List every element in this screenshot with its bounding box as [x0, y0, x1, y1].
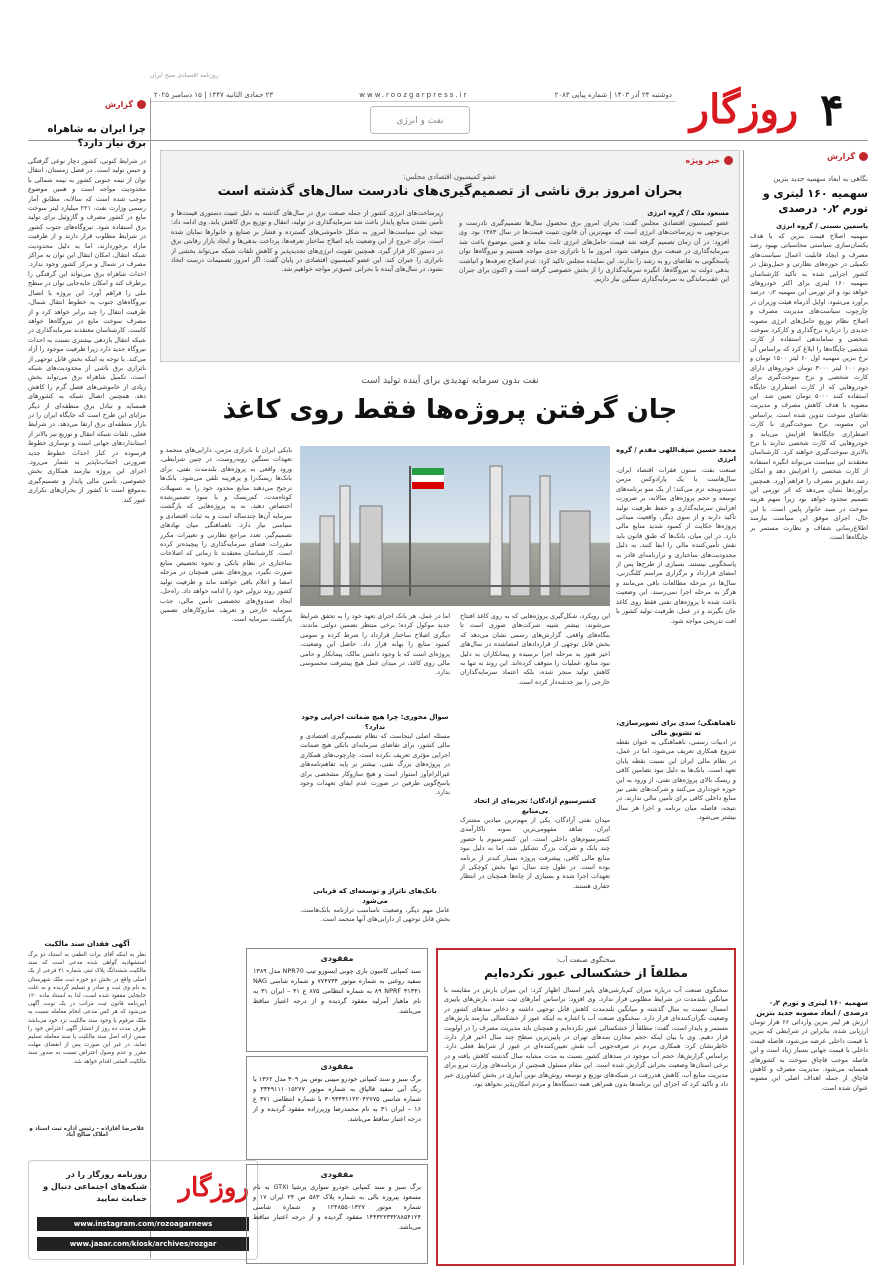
notice-box [28, 940, 146, 1140]
main-col-1b-text: در ادبیات رسمی، ناهماهنگی به عنوان نقطه شروع همکاری تعریف می‌شود، اما در عمل، در نظام مالی ایران این نسبت نقطه پایان تعهد است. بانک‌ها به دلیل نبود تضامین کافی و ریسک بالای پروژه‌های نفتی، از ورود به این حوزه خودداری می‌کنند و شرکت‌های نفتی نیز منابع داخلی کافی برای تأمین مالی ندارند. در نتیجه، فاصله میان برنامه و اجرا هر سال بیشتر می‌شود. [616, 738, 736, 822]
main-col-1 [616, 446, 736, 876]
instagram-link[interactable]: www.instagram.com/rozoagarnews [37, 1217, 249, 1231]
lost-docs [246, 948, 428, 1268]
main-sub-3: سوال محوری: چرا هیچ ضمانت اجرایی وجود ندارد؟ [301, 713, 449, 731]
parliament-box [160, 150, 740, 362]
date-fa: دوشنبه ۲۴ آذر ۱۴۰۳ | شماره پیاپی ۲۰۸۳ [554, 90, 672, 99]
parliament-overline: عضو کمیسیون اقتصادی مجلس: [403, 173, 497, 181]
main-col-3 [300, 612, 450, 942]
lost-doc-2-body: برگ سبز و سند کمپانی خودرو میینی بوس بنز ۳۰۹ مدل ۱۳۶۲ با رنگ آبی سفید قالپاق به شماره موتور ۳۳۴۹۱۱۱۰۱۵۲۷۷ و شماره شاسی ۳۰۹۳۴۳۱۱۲۲۰۴۲۷۷۵ با شماره انتظامی ۳۷۱ ع ۱۶ – ایران ۳۱ به نام محمدرضا وزیرزاده مفقود گردیده و از درجه اعتبار ساقط می‌باشد. [253, 1075, 422, 1123]
notice-title: آگهی فقدان سند مالکیت [44, 940, 130, 948]
main-col-4 [160, 446, 292, 942]
kicker-dot-icon [859, 152, 868, 161]
main-overline: نفت بدون سرمایه تهدیدی برای آینده تولید است [361, 376, 539, 386]
left-column [28, 100, 146, 936]
main-sub-1: ناهماهنگی؛ سدی برای تصویرسازی، نه تشویق مالی [616, 719, 736, 737]
left-kicker: گزارش [28, 100, 146, 109]
main-sub-2: کنسرسیوم آزادگان؛ تجربه‌ای از اتحاد بی‌منابع [473, 797, 597, 815]
parliament-title: بحران امروز برق ناشی از تصمیم‌گیری‌های نادرست سال‌های گذشته است [217, 184, 683, 199]
main-col-4-text: بانکی ایران با ناترازی مزمن، دارایی‌های منجمد و تعهدات سنگین روبه‌روست. در چنین شرایطی، ورود واقعی به پروژه‌های بلندمدت نفتی، برای بانک‌ها ریسک‌زا و پرهزینه تلقی می‌شود. بانک‌ها ترجیح می‌دهند منابع محدود خود را به تسهیلات کوتاه‌مدت، کم‌ریسک و با سود تضمین‌شده اختصاص دهند، نه به پروژه‌هایی که بازگشت سرمایه آن‌ها چندساله است و به ثبات اقتصادی و سیاسی نیاز دارد. ناهماهنگی میان نهادهای تصمیم‌گیر، تعدد مراجع نظارتی و تغییرات مکرر مقررات، فضای سرمایه‌گذاری را پیچیده‌تر کرده است. کارشناسان معتقدند تا زمانی که اصلاحات ساختاری در نظام بانکی و نحوه تخصیص منابع صورت نگیرد، پروژه‌های نفتی همچنان در مرحله امضا و اعلام باقی خواهند ماند و ظرفیت تولید کشور روند نزولی خود را ادامه خواهد داد. راه‌حل، ایجاد صندوق‌های تخصصی تأمین مالی، جذب سرمایه خارجی و تعریف سازوکارهای تضمین بازگشت سرمایه است. [160, 446, 292, 624]
masthead [150, 84, 856, 138]
lost-doc-1-body: سند کمپانی کامیون باری چوبی ایسوزو تیپ NPR70 مدل ۱۳۸۹ سفید روغنی به شماره موتور ۷۷۴۷۳۴ و شماره شاسی NAG ۸۹ NPRF ۳۱۳۴۱ به شماره انتظامی ۸۷۵ ع ۴۱ – ایران ۳۱ به نام ماهیار آمرلیه مفقود گردیده و از درجه اعتبار ساقط می‌باشد. [253, 967, 422, 1015]
parliament-body-left: زیرساخت‌های انرژی کشور از جمله صنعت برق در سال‌های گذشته به دلیل تثبیت دستوری قیمت‌ها و تأمین نشدن منابع پایدار باعث شد سرمایه‌گذاری در تولید، انتقال و توزیع برق کاهش یابد. وی ادامه داد: نتیجه این سیاست‌ها امروز به شکل خاموشی‌های گسترده و فشار بر صنایع و خانوارها نمایان شده است. برای خروج از این وضعیت باید اصلاح ساختار تعرفه‌ها، پرداخت بدهی‌ها و ایجاد بازار رقابتی برق در دستور کار قرار گیرد. همچنین تقویت انرژی‌های تجدیدپذیر و کاهش تلفات شبکه می‌تواند بخشی از ناترازی را جبران کند. این عضو کمیسیون اقتصادی در پایان گفت: اگر امروز تصمیمات درست اتخاذ نشود، در سال‌های آینده با بحرانی عمیق‌تر مواجه خواهیم شد. [171, 209, 443, 274]
kiosk-link[interactable]: www.jaaar.com/kiosk/archives/rozgar [37, 1237, 249, 1251]
parliament-body-right: عضو کمیسیون اقتصادی مجلس گفت: بحران امروز برق محصول سال‌ها تصمیم‌گیری نادرست و بی‌توجهی به زیرساخت‌های انرژی است که مهم‌ترین آن قانون تثبیت قیمت‌ها در سال ۱۳۸۳ بود. وی افزود: در آن زمان تصمیم گرفته شد قیمت حامل‌های انرژی ثابت بماند و همین موضوع باعث شد سرمایه‌گذاری در صنعت برق متوقف شود. امروز ما با ناترازی جدی مواجه هستیم و نیروگاه‌ها توان پاسخگویی به تقاضای رو به رشد را ندارند. این نماینده مجلس تاکید کرد: عدم اصلاح تعرفه‌ها و انباشت بدهی دولت به نیروگاه‌ها، انگیزه سرمایه‌گذاری را از بخش خصوصی گرفته است و اکنون برای جبران این عقب‌ماندگی به سرمایه‌گذاری سنگین نیاز داریم. [459, 219, 729, 284]
right-body-2: ارزش هر لیتر بنزین وارداتی ۶۶ هزار تومان ارزیابی شده، بنابراین در شرایطی که بنزین با قیمت داخلی عرضه می‌شود، فاصله قیمت داخلی با قیمت جهانی بسیار زیاد است و این فاصله موجب قاچاق سوخت به کشورهای همسایه می‌شود. مدیریت مصرف و کاهش قاچاق از جمله اهداف اصلی این مصوبه عنوان شده است. [750, 1018, 868, 1092]
main-col-1-text: صنعت نفت، ستون فقرات اقتصاد ایران، سال‌هاست با یک پارادوکس مزمن دست‌وپنجه نرم می‌کند؛ از یک سو برنامه‌های توسعه و حجم پروژه‌های سالانه، بر ضرورت افزایش سرمایه‌گذاری و حفظ ظرفیت تولید تأکید دارند و از سوی دیگر، واقعیت میدانی پروژه‌ها حکایت از کمبود شدید منابع مالی دارد. در این میان، بانک‌ها که طبق قانون باید نقش تأمین‌کننده مالی را ایفا کنند، به دلیل محدودیت‌های ساختاری و ترازنامه‌ای قادر به پاسخگویی نیستند. بسیاری از طرح‌ها پس از امضای قرارداد و برگزاری مراسم کلنگ‌زنی، سال‌ها در مرحله مطالعات باقی می‌مانند و هرگز به مرحله اجرا نمی‌رسند. این وضعیت باعث شده تا پروژه‌های نفتی فقط روی کاغذ جان بگیرند و در عمل، ظرفیت تولید کشور با افت تدریجی مواجه شود. [616, 466, 736, 625]
kicker-dot-icon [724, 156, 733, 165]
notice-signer: غلامرضا آقازاده – رئیس اداره ثبت اسناد و املاک صالح آباد [29, 1126, 145, 1138]
notice-body: نظر به اینکه آقای برات الطفی به استناد دو برگ استشهادیه گواهی شده مدعی است که سند مالکیت ششدانگ پلاک ثبتی شماره ۲۱ فرعی از یک اصلی واقع در بخش دو حوزه ثبت ملک شهرستان به نام وی ثبت و صادر و تسلیم گردیده و به علت جابجایی مفقود شده است، لذا به استناد ماده ۱۲۰ آیین‌نامه قانون ثبت مراتب در یک نوبت آگهی می‌شود که هر کس مدعی انجام معامله نسبت به ملک مرقوم یا وجود سند مالکیت نزد خود می‌باشد ظرف مدت ده روز از انتشار آگهی اعتراض خود را ضمن ارائه اصل سند مالکیت یا سند معامله تسلیم نماید، در غیر این صورت پس از انقضای مهلت مقرر و عدم وصول اعتراض نسبت به صدور سند مالکیت المثنی اقدام خواهد شد. [28, 952, 146, 1065]
right-kicker: گزارش [750, 152, 868, 161]
main-title: جان گرفتن پروژه‌ها فقط روی کاغذ [222, 395, 678, 425]
main-col-3c-text: عامل مهم دیگر، وضعیت نامناسب ترازنامه بانک‌هاست. بخش قابل توجهی از دارایی‌های آنها منجمد است. [300, 906, 450, 924]
main-col-3b-text: مسئله اصلی اینجاست که نظام تصمیم‌گیری اقتصادی و مالی کشور، برای تقاضای سرمایه‌ای بانکی هیچ ضمانت اجرایی مؤثری تعریف نکرده است. چارچوب‌های همکاری در پروژه‌های بزرگ نفتی، بیشتر بر پایه تفاهم‌نامه‌های غیرالزام‌آور استوار است و هیچ سازوکار مشخصی برای پاسخ‌گویی طرفین در صورت عدم ایفای تعهدات وجود ندارد. [300, 732, 450, 797]
lost-doc-3 [246, 1164, 428, 1264]
lost-doc-2-title: مفقودی [320, 1062, 354, 1071]
refinery-illustration [300, 446, 610, 606]
left-title: چرا ایران به شاهراه برق نیاز دارد؟ [47, 124, 146, 149]
main-col-2b-text: میدان نفتی آزادگان، یکی از مهم‌ترین میادین مشترک ایران، شاهد مفهومی‌ترین نمونه ناکارآمدی کنسرسیوم‌های داخلی است. این کنسرسیوم با حضور چند بانک و شرکت بزرگ تشکیل شد، اما به دلیل نبود منابع مالی کافی، پیشرفت پروژه بسیار کندتر از برنامه بوده است. در طول چند سال، تنها بخش کوچکی از تعهدات اجرا شده و بسیاری از چاه‌ها همچنان در انتظار حفاری هستند. [460, 816, 610, 890]
water-box [436, 948, 736, 1266]
right-title: نگاهی به ابعاد سهمیه جدید بنزین [773, 175, 868, 183]
lost-doc-2 [246, 1056, 428, 1160]
left-divider [150, 98, 151, 1258]
promo-text: روزنامه روزگار را در شبکه‌های اجتماعی دنبال و حمایت نمایید [43, 1170, 147, 1203]
promo-box [28, 1160, 258, 1260]
left-body: در شرایط کنونی، کشور دچار نوعی گرفتگی و حبس تولید است. در فصل زمستان، انتقال توان از نیمه جنوبی کشور به نیمه شمالی با محدودیت مواجه است و همین موضوع موجب شده است که سالانه، مطابق آمار رسمی وزارت نفت، ۲۲۱ میلیارد لیتر سوخت مایع در کشور مصرف و گازوئیل برای تولید برق استفاده شود. نیروگاه‌های جنوب کشور در شرایط مطلوب قرار دارند و از ظرفیت مازاد برخوردارند، اما به دلیل محدودیت شبکه انتقال، امکان انتقال این توان به مراکز مصرف در شمال و مرکز کشور وجود ندارد. احداث شاهراه برق می‌تواند این گرفتگی را برطرف کند و امکان جابه‌جایی توان در سطح ملی را فراهم آورد. این پروژه با اتصال نیروگاه‌های جنوب به خطوط انتقال شمال، ظرفیت انتقال را چند برابر خواهد کرد و از مصرف سوخت مایع در نیروگاه‌ها خواهد کاست. کارشناسان معتقدند سرمایه‌گذاری در شبکه انتقال بازدهی بیشتری نسبت به احداث نیروگاه جدید دارد زیرا ظرفیت موجود را آزاد می‌کند. با توجه به اینکه بخش قابل توجهی از ناترازی برق ناشی از محدودیت‌های شبکه است، تکمیل شاهراه برق می‌تواند بخش زیادی از خاموشی‌های فصل گرم را کاهش دهد. همچنین اتصال شبکه به کشورهای همسایه و تبادل برق منطقه‌ای از دیگر مزایای این طرح است که جایگاه ایران را در بازار منطقه‌ای برق ارتقا می‌دهد. در شرایط فعلی، تلفات شبکه انتقال و توزیع نیز بالاتر از استانداردهای جهانی است و نوسازی خطوط فرسوده در کنار احداث خطوط جدید ضرورتی اجتناب‌ناپذیر به شمار می‌رود. اجرای این پروژه نیازمند همکاری بخش خصوصی، تأمین مالی پایدار و تصمیم‌گیری به‌موقع است تا کشور از بحران‌های تکراری عبور کند. [28, 157, 146, 504]
right-column [750, 152, 868, 1262]
parliament-kicker: خبر ویژه [686, 156, 733, 165]
refinery-photo [300, 446, 610, 606]
lost-doc-1-title: مفقودی [320, 954, 354, 963]
promo-logo: روزگار [178, 1173, 249, 1203]
right-headline: سهمیه ۱۶۰ لیتری و تورم ۰٫۲ درصدی [762, 187, 868, 215]
header-rule [28, 140, 868, 141]
right-author: یاسمین نسبتی / گروه انرژی [776, 222, 868, 230]
section-emblem: نفت و انرژی [370, 106, 470, 134]
topline: روزنامه اقتصادی صبح ایران [150, 72, 219, 79]
main-col-2-text: این رویکرد، شکل‌گیری پروژه‌هایی که به روی کاغذ افتتاح می‌شوند، بیشتر شبیه شرکت‌های صوری است تا بنگاه‌های واقعی. گزارش‌های رسمی نشان می‌دهد که بخش قابل توجهی از قراردادهای امضاشده در سال‌های اخیر هنوز به مرحله اجرا نرسیده و پیمانکاران به دلیل نبود منابع، عملیات را متوقف کرده‌اند. این روند نه تنها به کاهش تولید منجر شده، بلکه اعتماد سرمایه‌گذاران خارجی را نیز خدشه‌دار کرده است. [460, 612, 610, 686]
main-sub-4: بانک‌های ناتراز و توسعه‌ای که قربانی می‌شود [313, 887, 437, 905]
water-pretitle: سخنگوی صنعت آب: [556, 956, 616, 964]
lost-doc-3-title: مفقودی [320, 1170, 354, 1179]
lost-doc-1 [246, 948, 428, 1052]
date-hijri: ۲۳ جمادی الثانیه ۱۴۴۷ | ۱۵ دسامبر ۲۰۲۵ [154, 90, 274, 99]
main-author: محمد حسین سیف‌اللهی مقدم / گروه انرژی [616, 446, 736, 463]
newspaper-logo: روزگار [689, 86, 799, 133]
kicker-dot-icon [137, 100, 146, 109]
right-divider [743, 150, 744, 1265]
parliament-author: مسعود ملک / گروه انرژی [647, 209, 729, 217]
website-link[interactable]: www.roozgarpress.ir [359, 90, 469, 99]
right-subhead: سهمیه ۱۶۰ لیتری و تورم ۰٫۲ درصدی / ابعاد مصوبه جدید بنزین [756, 999, 868, 1017]
main-col-2 [460, 612, 610, 942]
main-col-3-text: اما در عمل، هر بانک اجرای تعهد خود را به تحقق شرایط جدید موکول کرده؛ برخی منتظر تضمین دولتی ماندند، دیگری اصلاح ساختار قرارداد را شرط کرده و سومی کمبود منابع را بهانه قرار داد. حاصل این وضعیت، پروژه‌ای است که با وجود داشتن مالک، پیمانکار و حامی مالی روی کاغذ، در میدان عمل هیچ پیشرفت محسوسی ندارد. [300, 612, 450, 677]
right-body: سهمیه اصلاح قیمت بنزین که با هدف یکسان‌سازی سیاستی محاسباتی بهبود رصد مصرف و ایجاد قابلیت اعمال سیاست‌های تکمیلی در حوزه‌های نظارتی و حمل‌ونقل در کشور اجرایی شده به تأکید کارشناسان سهمیه ۱۶۰ لیتری برای اکثر خودروهای خواهد بود و اثر تورمی این سهمیه ۰٫۲ درصد برآورد می‌شود. اوایل آذرماه هیئت وزیران در چارچوب سیاست‌های مدیریت مصرف و اصلاح نظام توزیع حامل‌های انرژی مصوبه جدیدی را درباره نرخ‌گذاری و کارکرد سوخت شخصی و ساماندهی استفاده از کارت شخصی جایگاه‌ها را ابلاغ کرد که براساس آن نرخ بنزین سهمیه اول ۶۰ لیتر ۱۵۰۰ تومان و دوم ۱۰۰ لیتر ۳۰۰۰ تومان خودروهای دارای کارت شخصی و نرخ سوخت‌گیری برای خودروهایی که از کارت اضطراری جایگاه استفاده کنند ۵۰۰۰ تومان تعیین شد. این مصوبه با هدف کاهش مصرف و مدیریت تقاضای سوخت تدوین شده است. براساس این مصوبه، نرخ سوخت‌گیری با کارت اضطراری جایگاه‌ها افزایش می‌یابد و خودروهایی که کارت شخصی ندارند با نرخ بالاتری سوخت‌گیری خواهند کرد. کارشناسان معتقدند این سیاست می‌تواند انگیزه استفاده از کارت شخصی را افزایش دهد و امکان رصد دقیق‌تر مصرف را فراهم آورد. همچنین برآوردها نشان می‌دهد که اثر تورمی این تصمیم محدود خواهد بود زیرا سهم هزینه سوخت در سبد خانوار پایین است. با این حال، اجرای موفق این سیاست نیازمند اطلاع‌رسانی شفاف و نظارت مستمر بر جایگاه‌ها است. [750, 232, 868, 541]
water-title: مطلقاً از خشکسالی عبور نکرده‌ایم [484, 966, 688, 980]
lost-doc-3-body: برگ سبز و سند کمپانی خودرو سواری پرشیا GTXi به نام مسعود پیروزه بالی به شماره پلاک ۵۸۳ س ۲۴ ایران ۱۷ و شماره موتور ۱۲۴۸۵۵۰۱۴۲۷ و شماره شاسی ۱۴۴۳۲۲۳۳۲۸۸۵۴۱۲۴ مفقود گردیده و از درجه اعتبار ساقط می‌باشد. [253, 1183, 421, 1231]
date-bar [150, 88, 676, 102]
water-body: سخنگوی صنعت آب درباره میزان کم‌بارشی‌های پاییز امسال اظهار کرد: این میزان بارش در مقایسه با میانگین بلندمدت در شرایط مطلوبی قرار ندارد. وی افزود: براساس آمارهای ثبت شده، بارش‌های پاییزی امسال نسبت به سال گذشته و میانگین بلندمدت کاهش قابل توجهی داشته و ذخایر سدهای کشور در وضعیت نگران‌کننده‌ای قرار دارد. سخنگوی صنعت آب با اشاره به اینکه عبور از خشکسالی نیازمند بارش‌های مستمر و پایدار است، گفت: مطلقاً از خشکسالی عبور نکرده‌ایم و همچنان باید مدیریت مصرف را در اولویت قرار دهیم. وی با بیان اینکه حجم مخازن سدهای تهران در پایین‌ترین سطح چند سال اخیر قرار دارد، خاطرنشان کرد: همکاری مردم در صرفه‌جویی آب نقش تعیین‌کننده‌ای در عبور از شرایط فعلی دارد. براساس گزارش‌ها، حجم آب موجود در سدهای کشور نسبت به مدت مشابه سال گذشته کاهش یافته و در برخی استان‌ها وضعیت بحرانی گزارش شده است. این مقام مسئول همچنین از برنامه‌های وزارت نیرو برای مدیریت منابع آب، کاهش هدررفت در شبکه‌های توزیع و توسعه روش‌های نوین آبیاری در بخش کشاورزی خبر داد و تأکید کرد که اجرای این برنامه‌ها بدون همراهی همه دستگاه‌ها و مردم امکان‌پذیر نخواهد بود. [444, 986, 728, 1089]
page-number: ۴ [820, 85, 844, 136]
